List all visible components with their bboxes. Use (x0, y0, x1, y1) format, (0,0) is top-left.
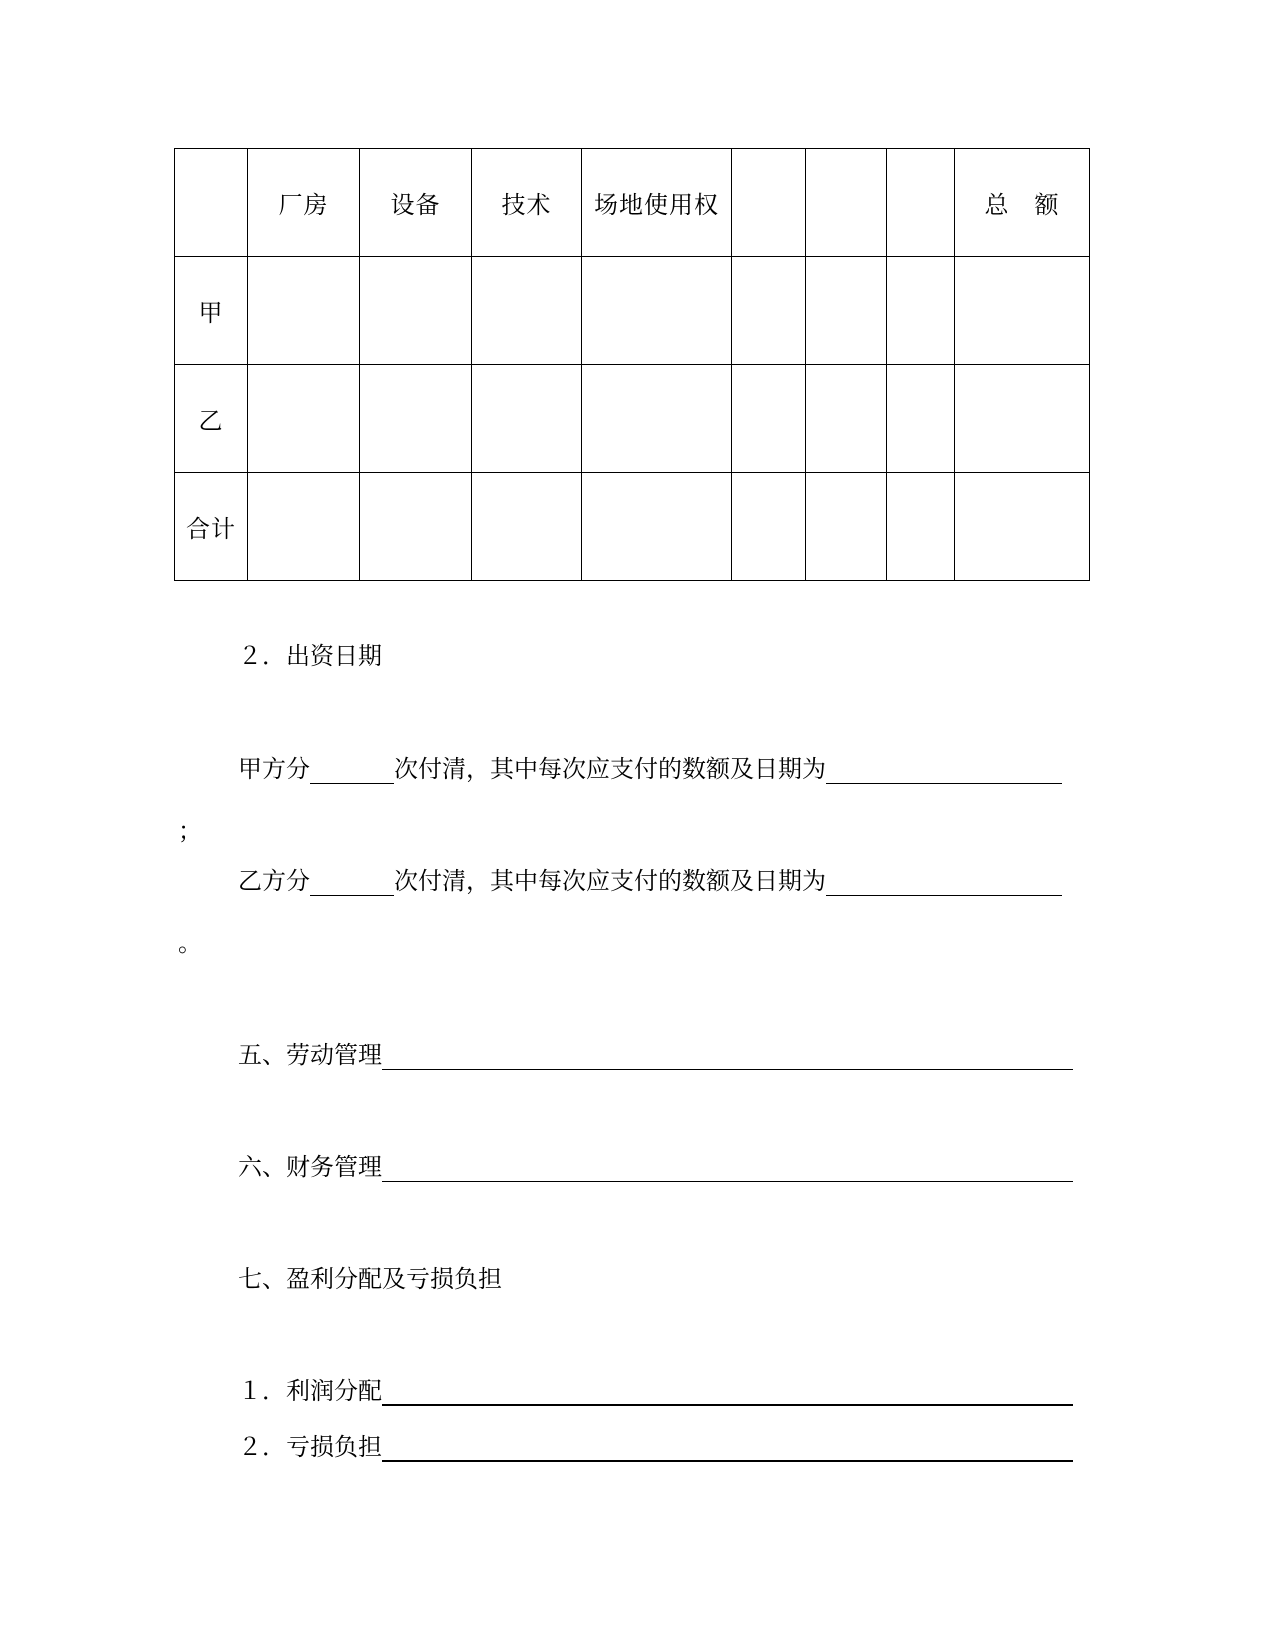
table-cell[interactable] (472, 473, 582, 581)
table-cell[interactable] (360, 365, 472, 473)
table-row (175, 473, 1090, 581)
table-cell[interactable] (360, 257, 472, 365)
loss-bearing-line (238, 1432, 1073, 1462)
table-cell[interactable] (955, 257, 1090, 365)
profit-distribution-label: １．利润分配 (238, 1377, 382, 1405)
table-cell[interactable] (955, 365, 1090, 473)
section-6-line (238, 1152, 1073, 1182)
loss-bearing-label: ２．亏损负担 (238, 1433, 382, 1461)
table-cell[interactable] (732, 473, 806, 581)
party-a-times-blank[interactable] (310, 757, 394, 784)
section-5-line (238, 1040, 1073, 1070)
table-cell[interactable] (248, 473, 360, 581)
table-header-row (175, 149, 1090, 257)
table-cell[interactable] (806, 473, 887, 581)
header-cell: 厂房 (248, 149, 360, 257)
header-cell (806, 149, 887, 257)
table-cell[interactable] (887, 257, 955, 365)
table-cell[interactable] (248, 365, 360, 473)
party-b-prefix: 乙方分 (238, 867, 310, 895)
header-cell (175, 149, 248, 257)
header-cell: 场地使用权 (582, 149, 732, 257)
table-cell[interactable] (360, 473, 472, 581)
table-cell[interactable] (955, 473, 1090, 581)
profit-distribution-line (238, 1376, 1073, 1406)
party-b-payment-line (238, 866, 1062, 896)
table-row (175, 365, 1090, 473)
party-b-end-punct: 。 (178, 929, 202, 957)
section-7-title: 七、盈利分配及亏损负担 (238, 1265, 502, 1293)
section-2-title: ２．出资日期 (238, 642, 382, 670)
party-a-amount-date-blank[interactable] (826, 757, 1062, 784)
party-a-payment-line (238, 754, 1062, 784)
table-cell[interactable] (472, 365, 582, 473)
table-row (175, 257, 1090, 365)
financial-management-blank[interactable] (382, 1155, 1073, 1182)
table-cell[interactable] (582, 257, 732, 365)
table-cell[interactable] (582, 365, 732, 473)
party-b-amount-date-blank[interactable] (826, 869, 1062, 896)
table-cell[interactable] (887, 473, 955, 581)
table-cell[interactable] (806, 365, 887, 473)
header-cell: 设备 (360, 149, 472, 257)
section-5-title: 五、劳动管理 (238, 1041, 382, 1069)
table-cell[interactable] (248, 257, 360, 365)
table-cell[interactable] (806, 257, 887, 365)
header-cell: 技术 (472, 149, 582, 257)
row-label: 合计 (175, 473, 248, 581)
table-cell[interactable] (732, 365, 806, 473)
party-b-times-blank[interactable] (310, 869, 394, 896)
party-a-end-punct: ； (178, 817, 202, 845)
row-label: 甲 (175, 257, 248, 365)
contribution-table (174, 148, 1090, 581)
party-a-prefix: 甲方分 (238, 755, 310, 783)
table-cell[interactable] (732, 257, 806, 365)
party-b-middle: 次付清，其中每次应支付的数额及日期为 (394, 867, 826, 895)
header-cell: 总 额 (955, 149, 1090, 257)
party-a-middle: 次付清，其中每次应支付的数额及日期为 (394, 755, 826, 783)
section-6-title: 六、财务管理 (238, 1153, 382, 1181)
row-label: 乙 (175, 365, 248, 473)
profit-distribution-blank[interactable] (382, 1378, 1073, 1406)
header-cell (732, 149, 806, 257)
table-cell[interactable] (887, 365, 955, 473)
labor-management-blank[interactable] (382, 1043, 1073, 1070)
header-cell (887, 149, 955, 257)
table-cell[interactable] (472, 257, 582, 365)
table-cell[interactable] (582, 473, 732, 581)
loss-bearing-blank[interactable] (382, 1434, 1073, 1462)
